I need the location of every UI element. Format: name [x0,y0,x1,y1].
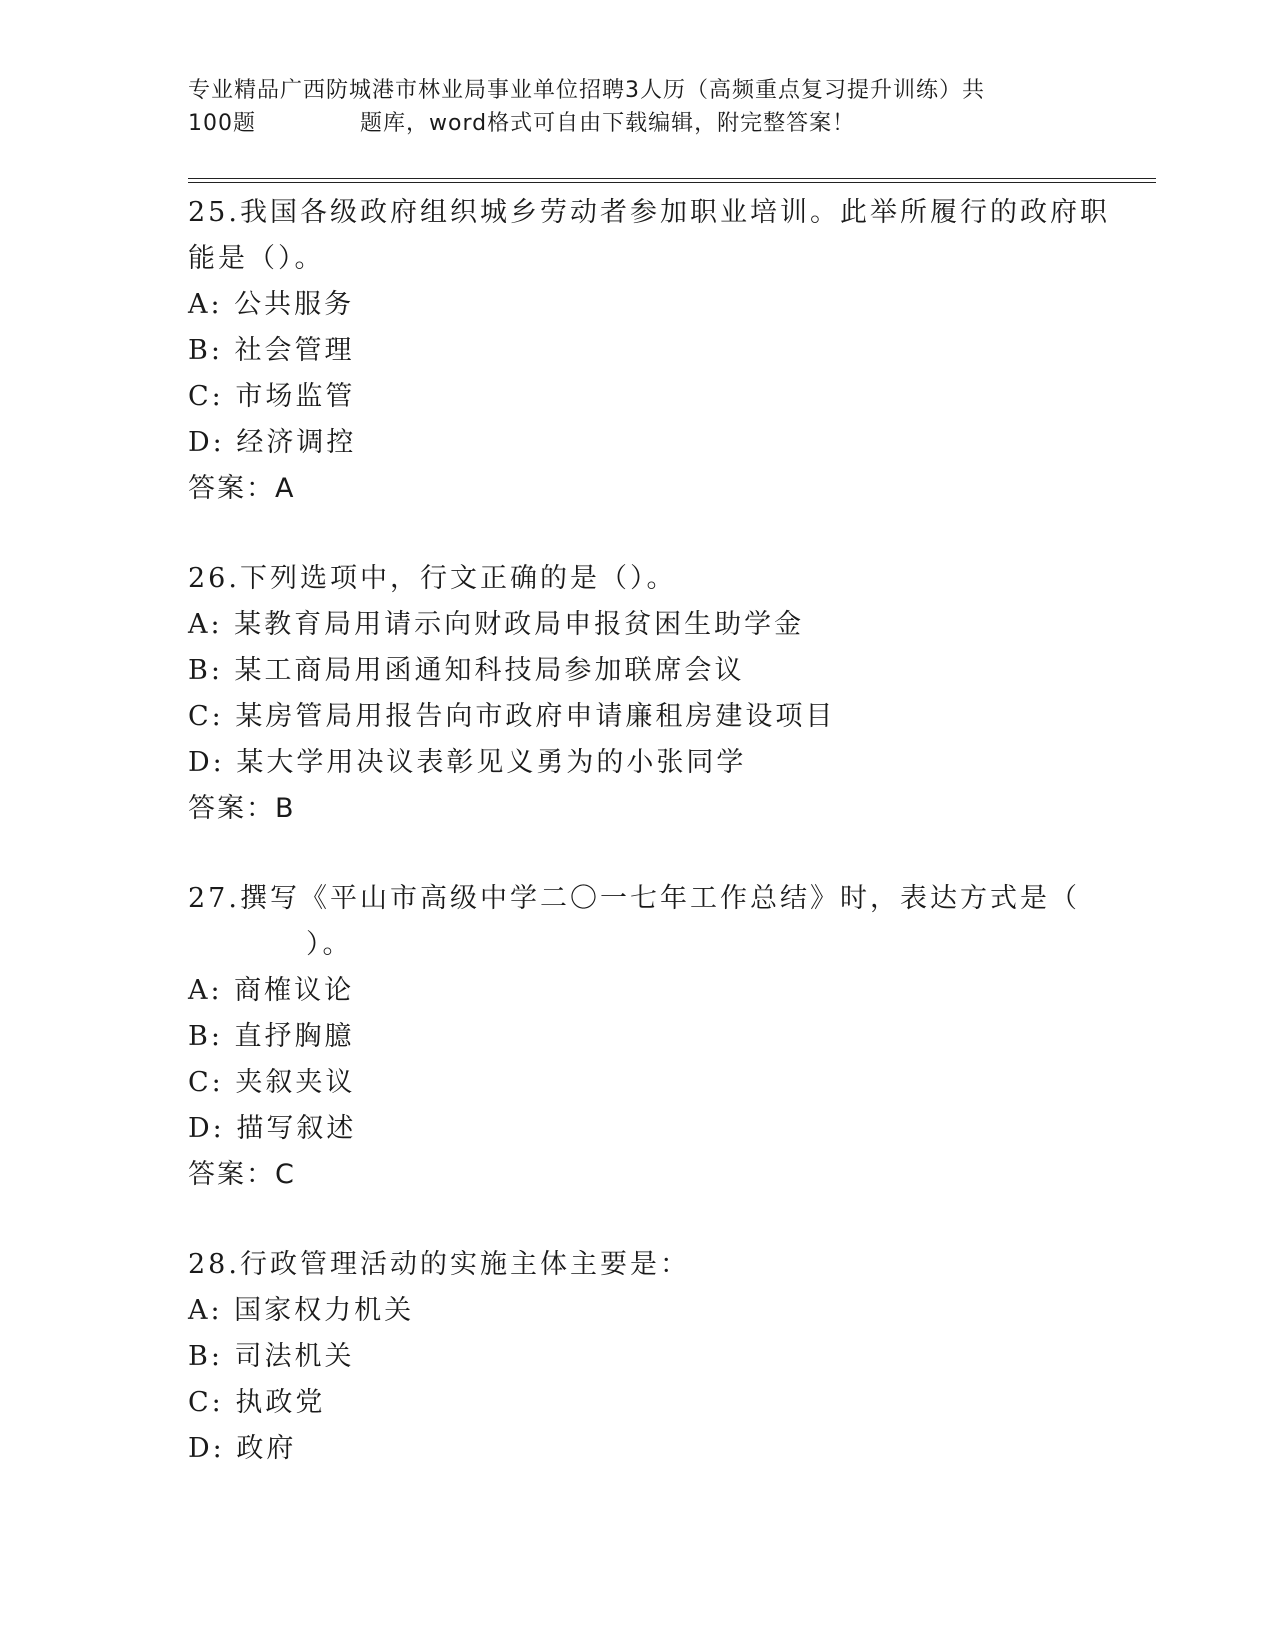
answer-label: 答案：B [188,793,296,824]
option-a: A: 公共服务 [188,289,355,320]
option-a: A: 某教育局用请示向财政局申报贫困生助学金 [188,609,805,640]
header-question-count: 100题 [188,111,256,136]
option-a: A: 商榷议论 [188,975,355,1006]
answer-label: 答案：A [188,473,296,504]
question-25 [188,190,1110,512]
option-b: B: 某工商局用函通知科技局参加联席会议 [188,655,745,686]
question-stem: 26.下列选项中，行文正确的是（）。 [188,563,677,594]
question-27 [188,876,1088,1198]
document-header [188,74,1088,140]
question-stem-tail: ）。 [306,929,353,960]
header-divider-bottom [188,182,1156,183]
header-divider-top [188,178,1156,179]
question-list [188,190,1110,1472]
option-b: B: 直抒胸臆 [188,1021,355,1052]
question-stem: 25.我国各级政府组织城乡劳动者参加职业培训。此举所履行的政府职 [188,197,1110,228]
option-d: D: 经济调控 [188,427,357,458]
option-d: D: 某大学用决议表彰见义勇为的小张同学 [188,747,747,778]
option-c: C: 市场监管 [188,381,356,412]
header-description: 题库，word格式可自由下载编辑，附完整答案！ [360,111,856,136]
option-d: D: 描写叙述 [188,1113,357,1144]
question-stem: 27.撰写《平山市高级中学二〇一七年工作总结》时，表达方式是（ [188,883,1080,914]
header-title-line1: 专业精品广西防城港市林业局事业单位招聘3人历（高频重点复习提升训练）共 [188,78,985,103]
option-c: C: 夹叙夹议 [188,1067,356,1098]
answer-label: 答案：C [188,1159,296,1190]
header-title-line2 [188,107,1088,140]
option-c: C: 某房管局用报告向市政府申请廉租房建设项目 [188,701,836,732]
option-c: C: 执政党 [188,1387,326,1418]
question-stem: 28.行政管理活动的实施主体主要是： [188,1249,690,1280]
option-a: A: 国家权力机关 [188,1295,415,1326]
option-b: B: 社会管理 [188,335,355,366]
question-26 [188,556,1088,832]
option-b: B: 司法机关 [188,1341,355,1372]
option-d: D: 政府 [188,1433,297,1464]
question-stem-continued: 能是（）。 [188,243,325,274]
question-stem-continued [188,922,1088,968]
question-28 [188,1242,1088,1472]
